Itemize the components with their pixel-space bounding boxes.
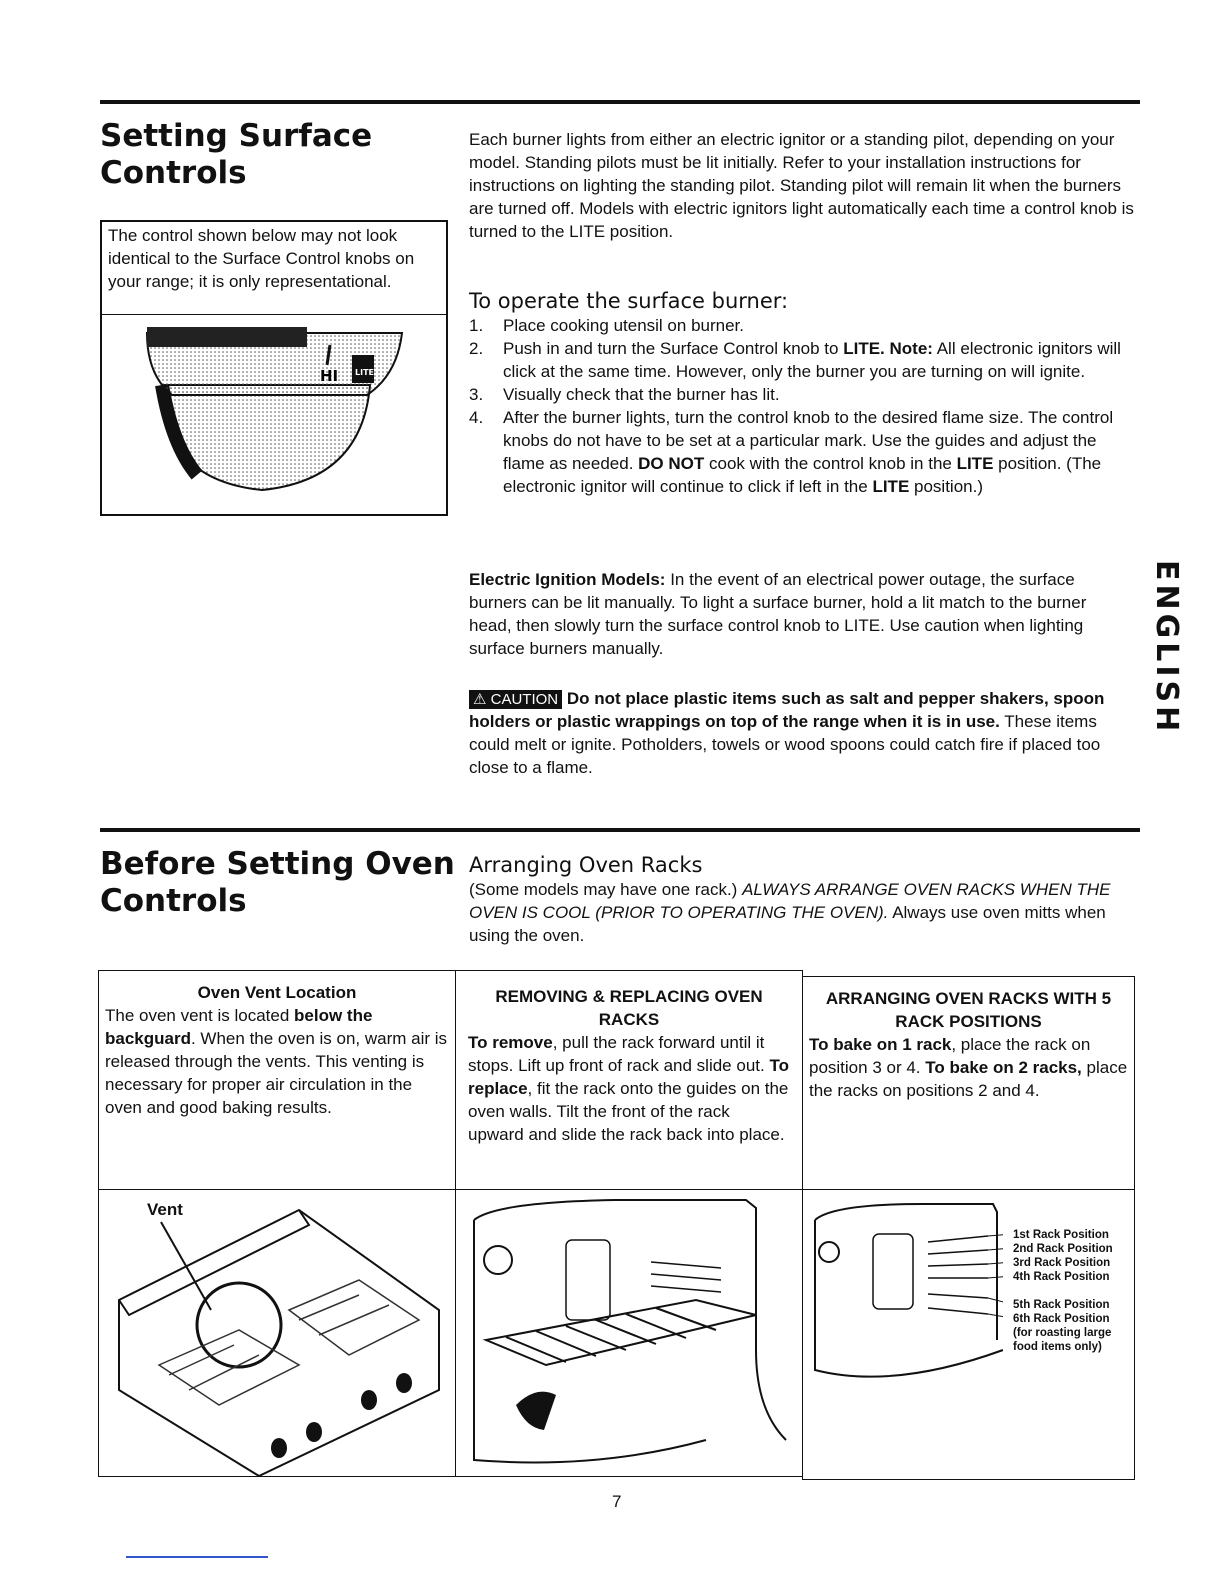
heating-element	[566, 1240, 610, 1320]
rack-positions-figure-cell	[802, 1189, 1135, 1480]
rack-label: 5th Rack Position	[1013, 1299, 1110, 1311]
knob-hi-label: HI	[320, 367, 339, 385]
electric-ignition-paragraph: Electric Ignition Models: In the event of an electrical power outage, the surface burners can be lit manually. To light a surface burner, hold a lit match to the burner head, then slowly turn the surface control knob to LITE. Use caution when lighting surface burners manually.	[469, 570, 1087, 658]
hand-graphic	[516, 1392, 556, 1430]
title-line: Controls	[100, 883, 247, 919]
control-knob-illustration	[102, 315, 446, 511]
rack-label: 6th Rack Position	[1013, 1313, 1110, 1325]
page-number: 7	[612, 1492, 622, 1511]
arranging-racks-block	[469, 852, 1141, 947]
caution-paragraph: ⚠ CAUTION Do not place plastic items such as salt and pepper shakers, spoon holders or plastic wrappings on top of the range when it is in use. These items could melt or ignite. Potholders, towels or wood spoons could catch fire if placed too close to a flame.	[469, 689, 1105, 777]
list-item: 3. Visually check that the burner has lit.	[469, 385, 780, 404]
surface-intro: Each burner lights from either an electric ignitor or a standing pilot, depending on your model. Standing pilots must be lit initially. Refer to your installation instructions for instructions on lighting the standing pilot. Standing pilot will remain lit when the burners are turned off. Models with electric ignitors light automatically each time a control knob is turned to the LITE position.	[469, 130, 1134, 241]
removing-racks-cell	[455, 970, 803, 1190]
electric-ignition-label: Electric Ignition Models:	[469, 570, 666, 589]
footer-link-line	[126, 1556, 268, 1558]
vent-location-text: The oven vent is located below the backguard. When the oven is on, warm air is released through the vents. This venting is necessary for proper air circulation in the oven and good baking results.	[105, 1006, 448, 1117]
oven-wall	[474, 1220, 706, 1463]
caution-bold-text: Do not place plastic items such as salt and pepper shakers, spoon holders or plastic wrappings on top of the range when it is in use.	[469, 689, 1105, 731]
rack-label: 1st Rack Position	[1013, 1229, 1109, 1241]
rack-guides	[928, 1236, 988, 1314]
removing-racks-text: To remove, pull the rack forward until it stops. Lift up front of rack and slide out. To replace, fit the rack onto the guides on the oven walls. Tilt the front of the rack upward and slide the rack back into place.	[468, 1033, 789, 1144]
control-knobs	[271, 1373, 412, 1458]
vent-highlight-circle	[197, 1283, 281, 1367]
label-leaders	[988, 1234, 1003, 1318]
rack-positions-text: To bake on 1 rack, place the rack on position 3 or 4. To bake on 2 racks, place the racks on positions 2 and 4.	[809, 1035, 1128, 1100]
burner-grates	[159, 1280, 419, 1405]
rack-positions-illustration	[803, 1190, 1003, 1479]
list-item: 1. Place cooking utensil on burner.	[469, 316, 744, 335]
arranging-racks-text: (Some models may have one rack.) ALWAYS ARRANGE OVEN RACKS WHEN THE OVEN IS COOL (PRIOR TO OPERATING THE OVEN). Always use oven mitts when using the oven.	[469, 880, 1111, 945]
operate-heading: To operate the surface burner:	[469, 289, 789, 313]
range-top-illustration	[99, 1190, 455, 1476]
knob-lite-label: LITE	[355, 368, 374, 377]
arranging-racks-heading: Arranging Oven Racks	[469, 853, 703, 877]
title-line: Setting Surface	[100, 118, 373, 154]
rack-positions-cell	[802, 976, 1135, 1190]
vent-location-heading: Oven Vent Location	[197, 983, 357, 1002]
oven-light-icon	[819, 1242, 839, 1262]
surface-control-figure-box	[100, 220, 448, 516]
list-item: 2. Push in and turn the Surface Control knob to LITE. Note: All electronic ignitors will click at the same time. However, only the burner you are turning on will ignite.	[469, 339, 1121, 381]
rack-removal-figure-cell	[455, 1189, 803, 1477]
rack-label: food items only)	[1013, 1341, 1102, 1353]
rack-label: (for roasting large	[1013, 1327, 1112, 1339]
rack-positions-heading: ARRANGING OVEN RACKS WITH 5 RACK POSITIONS	[825, 989, 1112, 1031]
figure-note: The control shown below may not look identical to the Surface Control knobs on your range; it is only representational.	[102, 222, 446, 315]
rack-position-labels	[1013, 1228, 1113, 1354]
section-rule	[100, 828, 1140, 832]
operate-block	[469, 288, 1141, 498]
oven-wall	[815, 1220, 1003, 1377]
section-title-oven	[100, 846, 455, 920]
rack-label: 3rd Rack Position	[1013, 1257, 1111, 1269]
vent-location-cell	[98, 970, 456, 1190]
oven-rack	[486, 1300, 756, 1365]
vent-figure-cell	[98, 1189, 456, 1477]
caution-badge: ⚠ CAUTION	[469, 690, 562, 709]
title-line: Controls	[100, 155, 247, 191]
rack-label: 2nd Rack Position	[1013, 1243, 1113, 1255]
operate-steps	[469, 314, 1141, 498]
list-item: 4. After the burner lights, turn the control knob to the desired flame size. The control knobs do not have to be set at a particular mark. Use the guides and adjust the flame as needed. DO NOT cook with the control knob in the LITE position. (The electronic ignitor will continue to click if left in the LITE position.)	[469, 408, 1114, 496]
rack-guides	[651, 1262, 721, 1292]
section-title-surface	[100, 118, 372, 192]
knob-cap	[147, 327, 307, 347]
oven-rack-illustration	[456, 1190, 802, 1476]
side-tab-english: ENGLISH	[1149, 560, 1184, 736]
vent-label: Vent	[147, 1200, 183, 1219]
rack-label: 4th Rack Position	[1013, 1271, 1110, 1283]
oven-light-icon	[484, 1246, 512, 1274]
range-outline	[119, 1210, 439, 1476]
title-line: Before Setting Oven	[100, 846, 455, 882]
top-rule	[100, 100, 1140, 104]
oven-cavity	[815, 1204, 997, 1340]
removing-racks-heading: REMOVING & REPLACING OVEN RACKS	[495, 987, 763, 1029]
backguard	[119, 1210, 309, 1315]
heating-element	[873, 1234, 913, 1309]
